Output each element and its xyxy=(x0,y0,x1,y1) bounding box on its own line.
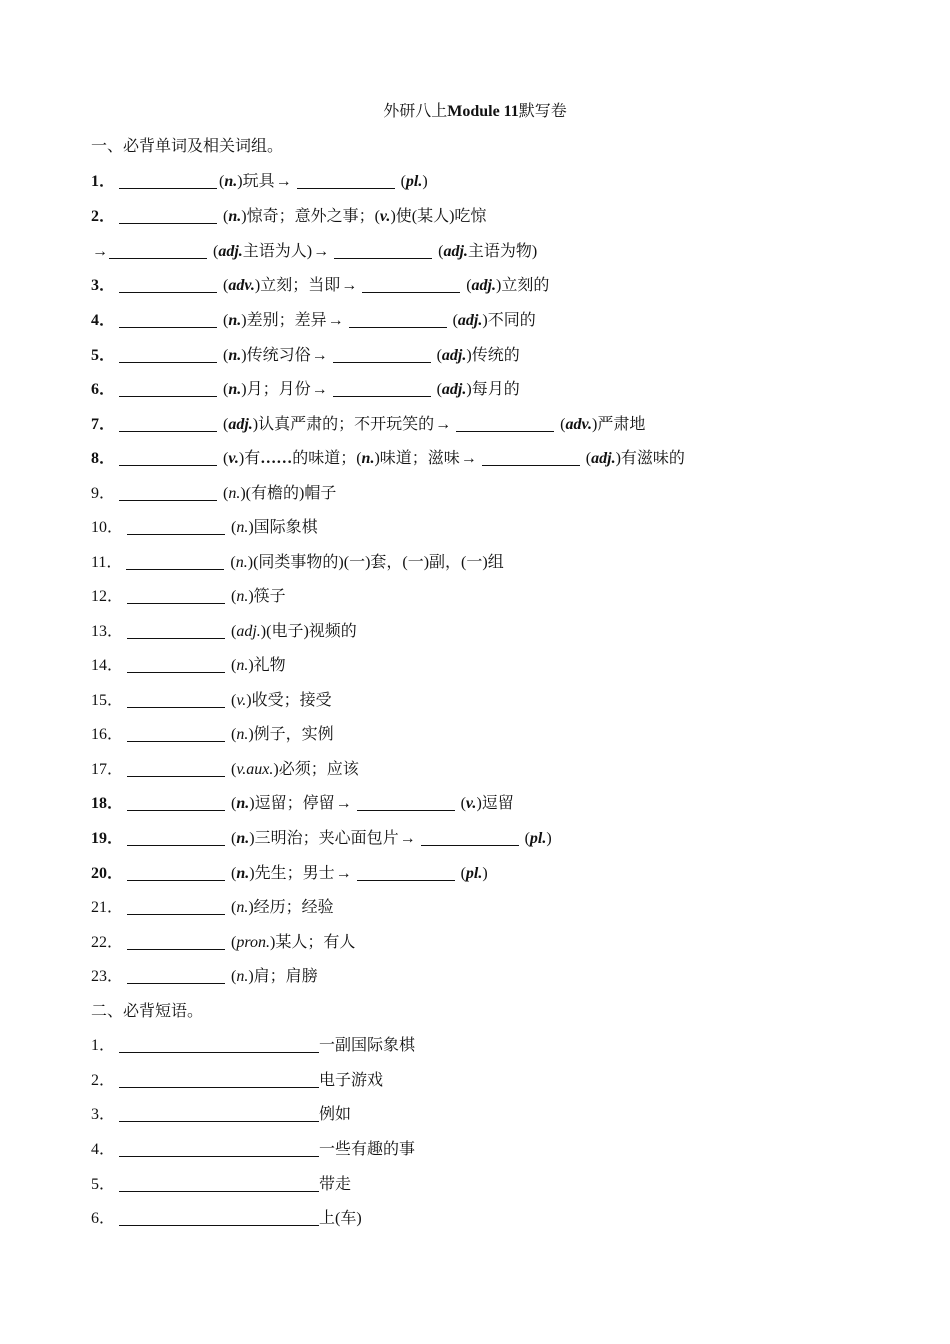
item-number: 21． xyxy=(91,899,124,916)
word-item-23: 23． (n.)肩；肩膀 xyxy=(91,965,318,989)
pos-label: v. xyxy=(379,208,391,225)
phrase-item-2 xyxy=(91,1069,383,1093)
meaning: 差别；差异 xyxy=(246,312,327,329)
arrow-icon: → xyxy=(399,830,416,847)
item-number: 16． xyxy=(91,726,124,743)
answer-blank[interactable] xyxy=(334,242,432,259)
pos-label: n. xyxy=(228,208,242,225)
answer-blank[interactable] xyxy=(127,760,225,777)
meaning: 每月的 xyxy=(471,381,520,398)
item-number: 4． xyxy=(91,312,116,329)
word-item-14: 14． (n.)礼物 xyxy=(91,654,286,678)
item-number: 11． xyxy=(91,554,123,571)
meaning: 认真严肃的；不开玩笑的 xyxy=(258,416,435,433)
arrow-icon: → xyxy=(275,173,292,190)
answer-blank[interactable] xyxy=(127,967,225,984)
answer-blank[interactable] xyxy=(333,380,431,397)
meaning: 某人；有人 xyxy=(275,934,356,951)
arrow-icon: → xyxy=(341,277,358,294)
item-number: 6． xyxy=(91,381,116,398)
answer-blank[interactable] xyxy=(421,829,519,846)
answer-blank[interactable] xyxy=(119,276,217,293)
pos-label: v. xyxy=(236,692,247,709)
pos-label: adj. xyxy=(218,243,243,260)
answer-blank[interactable] xyxy=(456,415,554,432)
pos-label: pl. xyxy=(465,865,483,882)
meaning: 收受；接受 xyxy=(251,692,332,709)
word-item-7: 7． (adj.)认真严肃的；不开玩笑的→ (adv.)严肃地 xyxy=(91,413,645,437)
answer-blank[interactable] xyxy=(119,484,217,501)
word-item-21: 21． (n.)经历；经验 xyxy=(91,896,334,920)
item-number: 23． xyxy=(91,968,124,985)
answer-blank[interactable] xyxy=(119,1036,319,1053)
item-number: 17． xyxy=(91,761,124,778)
item-number: 7． xyxy=(91,416,116,433)
meaning: 必须；应该 xyxy=(278,761,359,778)
item-number: 2． xyxy=(91,208,116,225)
item-number: 13． xyxy=(91,623,124,640)
pos-label: n. xyxy=(236,795,250,812)
pos-label: n. xyxy=(235,554,248,571)
pos-label: v.aux. xyxy=(236,761,274,778)
section-heading-phrases: 二、必背短语。 xyxy=(91,1003,204,1020)
answer-blank[interactable] xyxy=(119,346,217,363)
word-item-2: 2． (n.)惊奇；意外之事；(v.)使(某人)吃惊 xyxy=(91,205,486,229)
pos-label: adj. xyxy=(228,416,253,433)
answer-blank[interactable] xyxy=(119,172,217,189)
word-item-10: 10． (n.)国际象棋 xyxy=(91,516,318,540)
answer-blank[interactable] xyxy=(333,346,431,363)
phrase-item-6 xyxy=(91,1207,362,1231)
meaning: 逗留 xyxy=(481,795,514,812)
answer-blank[interactable] xyxy=(127,656,225,673)
answer-blank[interactable] xyxy=(119,1175,319,1192)
answer-blank[interactable] xyxy=(127,725,225,742)
pos-label: n. xyxy=(236,899,249,916)
item-number: 14． xyxy=(91,657,124,674)
item-number: 20． xyxy=(91,865,124,882)
answer-blank[interactable] xyxy=(109,242,207,259)
word-item-22: 22． (pron.)某人；有人 xyxy=(91,931,355,955)
pos-label: n. xyxy=(236,830,250,847)
item-number: 10． xyxy=(91,519,124,536)
meaning: (有檐的)帽子 xyxy=(245,485,337,502)
meaning: 筷子 xyxy=(253,588,286,605)
item-number: 6． xyxy=(91,1210,116,1227)
meaning: 传统习俗 xyxy=(246,347,311,364)
pos-label: v. xyxy=(465,795,477,812)
item-number: 4． xyxy=(91,1141,116,1158)
arrow-icon: → xyxy=(311,347,328,364)
meaning: 肩；肩膀 xyxy=(253,968,318,985)
meaning: (电子)视频的 xyxy=(266,623,357,640)
answer-blank[interactable] xyxy=(127,864,225,881)
answer-blank[interactable] xyxy=(127,622,225,639)
item-number: 9． xyxy=(91,485,116,502)
pos-label: adj. xyxy=(443,243,468,260)
item-number: 3． xyxy=(91,1106,116,1123)
pos-label: n. xyxy=(236,519,249,536)
answer-blank[interactable] xyxy=(127,794,225,811)
word-item-4: 4． (n.)差别；差异→ (adj.)不同的 xyxy=(91,309,536,333)
answer-blank[interactable] xyxy=(119,1140,319,1157)
word-item-8: 8． (v.)有……的味道；(n.)味道；滋味→ (adj.)有滋味的 xyxy=(91,447,685,471)
answer-blank[interactable] xyxy=(119,415,217,432)
title-module: Module 11 xyxy=(447,103,519,120)
meaning: 电子游戏 xyxy=(319,1072,384,1089)
answer-blank[interactable] xyxy=(362,276,460,293)
meaning: 月；月份 xyxy=(246,381,311,398)
meaning: 惊奇；意外之事； xyxy=(246,208,375,225)
arrow-icon: → xyxy=(313,243,330,260)
ellipsis: …… xyxy=(260,450,293,467)
pos-label: adj. xyxy=(236,623,261,640)
word-item-3: 3． (adv.)立刻；当即→ (adj.)立刻的 xyxy=(91,274,549,298)
meaning: 经历；经验 xyxy=(253,899,334,916)
word-item-6: 6． (n.)月；月份→ (adj.)每月的 xyxy=(91,378,520,402)
meaning: 传统的 xyxy=(471,347,520,364)
meaning: 立刻；当即 xyxy=(260,277,341,294)
meaning: 上(车) xyxy=(319,1210,362,1227)
meaning: 不同的 xyxy=(487,312,536,329)
pos-label: n. xyxy=(236,726,249,743)
arrow-icon: → xyxy=(92,243,108,260)
pos-label: n. xyxy=(228,347,242,364)
answer-blank[interactable] xyxy=(127,933,225,950)
section-heading-words: 一、必背单词及相关词组。 xyxy=(91,138,284,155)
pos-label: n. xyxy=(236,657,249,674)
pos-label: n. xyxy=(224,173,238,190)
pos-label: n. xyxy=(236,865,250,882)
title-prefix: 外研八上 xyxy=(383,103,448,120)
meaning: 例如 xyxy=(319,1106,352,1123)
pos-label: n. xyxy=(361,450,375,467)
word-item-1: 1． (n.)玩具→ (pl.) xyxy=(91,170,428,194)
item-number: 5． xyxy=(91,1176,116,1193)
item-number: 1． xyxy=(91,173,116,190)
answer-blank[interactable] xyxy=(119,1209,319,1226)
item-number: 3． xyxy=(91,277,116,294)
item-number: 1． xyxy=(91,1037,116,1054)
word-item-2-cont: → (adj.主语为人)→ (adj.主语为物) xyxy=(92,243,538,260)
arrow-icon: → xyxy=(335,865,352,882)
word-item-17: 17． (v.aux.)必须；应该 xyxy=(91,758,359,782)
phrase-item-1 xyxy=(91,1034,415,1058)
item-number: 12． xyxy=(91,588,124,605)
word-item-18: 18． (n.)逗留；停留→ (v.)逗留 xyxy=(91,792,514,816)
answer-blank[interactable] xyxy=(349,311,447,328)
answer-blank[interactable] xyxy=(126,553,224,570)
meaning: 一些有趣的事 xyxy=(319,1141,416,1158)
meaning: 使(某人)吃惊 xyxy=(395,208,487,225)
phrase-item-3 xyxy=(91,1103,351,1127)
pos-label: n. xyxy=(228,485,241,502)
pos-label: v. xyxy=(228,450,239,467)
answer-blank[interactable] xyxy=(127,518,225,535)
meaning: 有滋味的 xyxy=(620,450,685,467)
pos-label: adj. xyxy=(471,277,496,294)
pos-label: n. xyxy=(228,312,242,329)
meaning: 先生；男士 xyxy=(254,865,335,882)
answer-blank[interactable] xyxy=(357,794,455,811)
meaning: (同类事物的)(一)套，(一)副，(一)组 xyxy=(253,554,504,571)
phrase-item-5 xyxy=(91,1173,351,1197)
answer-blank[interactable] xyxy=(119,311,217,328)
meaning: 主语为人 xyxy=(242,243,307,260)
item-number: 22． xyxy=(91,934,124,951)
answer-blank[interactable] xyxy=(119,1071,319,1088)
answer-blank[interactable] xyxy=(119,207,217,224)
meaning: 礼物 xyxy=(253,657,286,674)
answer-blank[interactable] xyxy=(119,1105,319,1122)
meaning: 主语为物 xyxy=(467,243,532,260)
meaning: 的味道； xyxy=(292,450,357,467)
meaning: 有 xyxy=(244,450,261,467)
item-number: 2． xyxy=(91,1072,116,1089)
arrow-icon: → xyxy=(460,450,477,467)
meaning: 逗留；停留 xyxy=(254,795,335,812)
pos-label: adv. xyxy=(228,277,255,294)
answer-blank[interactable] xyxy=(297,172,395,189)
answer-blank[interactable] xyxy=(119,449,217,466)
item-number: 18． xyxy=(91,795,124,812)
meaning: 国际象棋 xyxy=(253,519,318,536)
page-title xyxy=(0,100,950,124)
answer-blank[interactable] xyxy=(482,449,580,466)
answer-blank[interactable] xyxy=(127,587,225,604)
item-number: 5． xyxy=(91,347,116,364)
meaning: 一副国际象棋 xyxy=(319,1037,416,1054)
meaning: 三明治；夹心面包片 xyxy=(254,830,399,847)
word-item-9: 9． (n.)(有檐的)帽子 xyxy=(91,482,336,506)
answer-blank[interactable] xyxy=(119,380,217,397)
pos-label: n. xyxy=(236,968,249,985)
arrow-icon: → xyxy=(311,381,328,398)
pos-label: adj. xyxy=(441,381,467,398)
answer-blank[interactable] xyxy=(127,691,225,708)
arrow-icon: → xyxy=(327,312,344,329)
item-number: 8． xyxy=(91,450,116,467)
meaning: 玩具 xyxy=(242,173,275,190)
answer-blank[interactable] xyxy=(127,898,225,915)
item-number: 15． xyxy=(91,692,124,709)
pos-label: pron. xyxy=(236,934,270,951)
word-item-11: 11． (n.)(同类事物的)(一)套，(一)副，(一)组 xyxy=(91,551,504,575)
word-item-13: 13． (adj.)(电子)视频的 xyxy=(91,620,357,644)
pos-label: n. xyxy=(236,588,249,605)
meaning: 带走 xyxy=(319,1176,352,1193)
pos-label: n. xyxy=(228,381,242,398)
pos-label: adj. xyxy=(441,347,467,364)
pos-label: adv. xyxy=(565,416,592,433)
word-item-15: 15． (v.)收受；接受 xyxy=(91,689,332,713)
pos-label: adj. xyxy=(457,312,483,329)
meaning: 立刻的 xyxy=(501,277,550,294)
arrow-icon: → xyxy=(335,795,352,812)
meaning: 例子，实例 xyxy=(253,726,334,743)
title-suffix: 默写卷 xyxy=(518,103,567,120)
answer-blank[interactable] xyxy=(357,864,455,881)
meaning: 严肃地 xyxy=(597,416,646,433)
phrase-item-4 xyxy=(91,1138,415,1162)
pos-label: pl. xyxy=(529,830,547,847)
pos-label: pl. xyxy=(405,173,423,190)
arrow-icon: → xyxy=(435,416,452,433)
word-item-19: 19． (n.)三明治；夹心面包片→ (pl.) xyxy=(91,827,552,851)
word-item-5: 5． (n.)传统习俗→ (adj.)传统的 xyxy=(91,344,520,368)
answer-blank[interactable] xyxy=(127,829,225,846)
word-item-16: 16． (n.)例子，实例 xyxy=(91,723,334,747)
word-item-20: 20． (n.)先生；男士→ (pl.) xyxy=(91,862,488,886)
item-number: 19． xyxy=(91,830,124,847)
word-item-12: 12． (n.)筷子 xyxy=(91,585,286,609)
meaning: 味道；滋味 xyxy=(379,450,460,467)
pos-label: adj. xyxy=(591,450,616,467)
